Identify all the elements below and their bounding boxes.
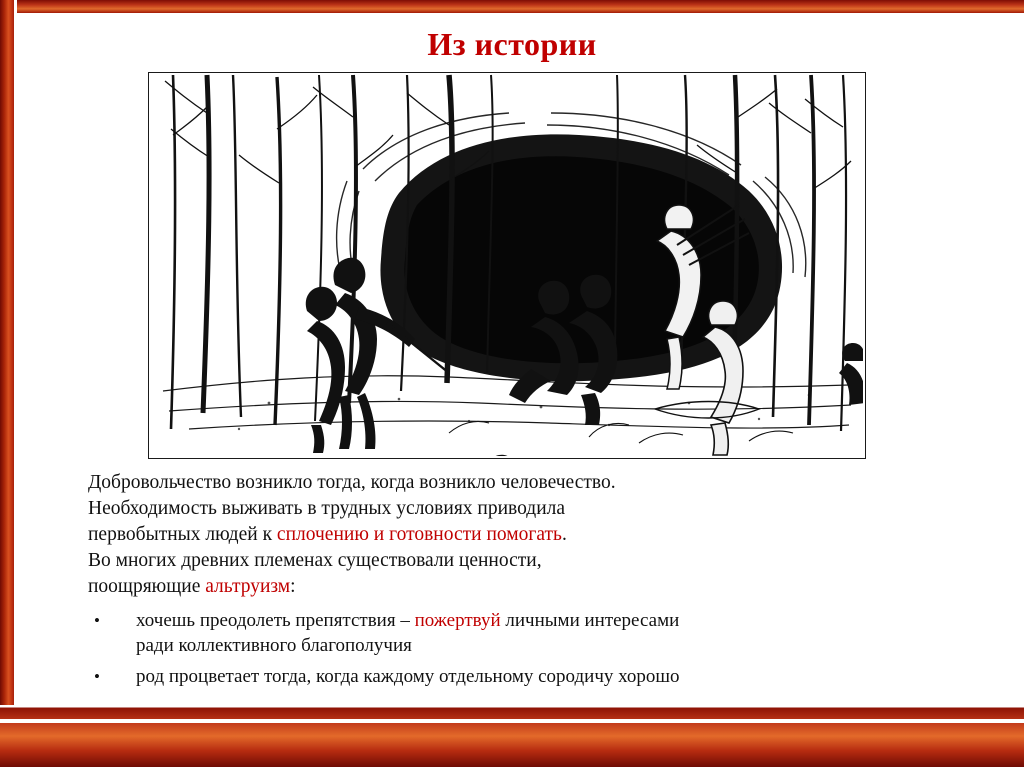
decorative-left-band-stripe (14, 0, 17, 767)
paragraph-5-text-b: : (290, 576, 296, 597)
bullet-1-text-a: хочешь преодолеть препятствия – (136, 610, 415, 631)
bullet-list (88, 608, 978, 695)
paragraph-3-text-a: первобытных людей к (88, 524, 277, 545)
list-item (88, 664, 978, 689)
paragraph-3-highlight: сплочению и готовности помогать (276, 524, 562, 545)
paragraph-1 (88, 470, 968, 496)
paragraph-5-highlight: альтруизм (205, 576, 291, 597)
bullet-marker: • (94, 611, 100, 630)
paragraph-4-text: Во многих древних племенах существовали ценности, (88, 550, 542, 571)
bullet-1-continuation: ради коллективного благополучия (136, 635, 412, 656)
list-item (88, 608, 978, 658)
bullet-1-highlight: пожертвуй (414, 610, 501, 631)
paragraph-4 (88, 548, 968, 574)
body-paragraphs (88, 470, 968, 600)
decorative-bottom-band-stripe (0, 719, 1024, 723)
paragraph-3 (88, 522, 968, 548)
bullet-2-text (136, 664, 978, 689)
paragraph-3-text-b: . (561, 524, 567, 545)
paragraph-2-text: Необходимость выживать в трудных условиях приводила (88, 498, 566, 519)
decorative-top-band-stripe (0, 13, 1024, 16)
paragraph-5 (88, 574, 968, 600)
paragraph-1-text: Добровольчество возникло тогда, когда возникло человечество. (88, 472, 616, 493)
illustration-primitive-people (148, 72, 866, 459)
bullet-2-text-a: род процветает тогда, когда каждому отдельному сородичу хорошо (136, 666, 680, 687)
bullet-1-text (136, 608, 978, 658)
decorative-bottom-band (0, 705, 1024, 767)
bullet-marker: • (94, 667, 100, 686)
paragraph-5-text-a: поощряющие (88, 576, 206, 597)
page-title: Из истории (427, 26, 597, 62)
paragraph-2 (88, 496, 968, 522)
bullet-1-text-b: личными интересами (500, 610, 680, 631)
